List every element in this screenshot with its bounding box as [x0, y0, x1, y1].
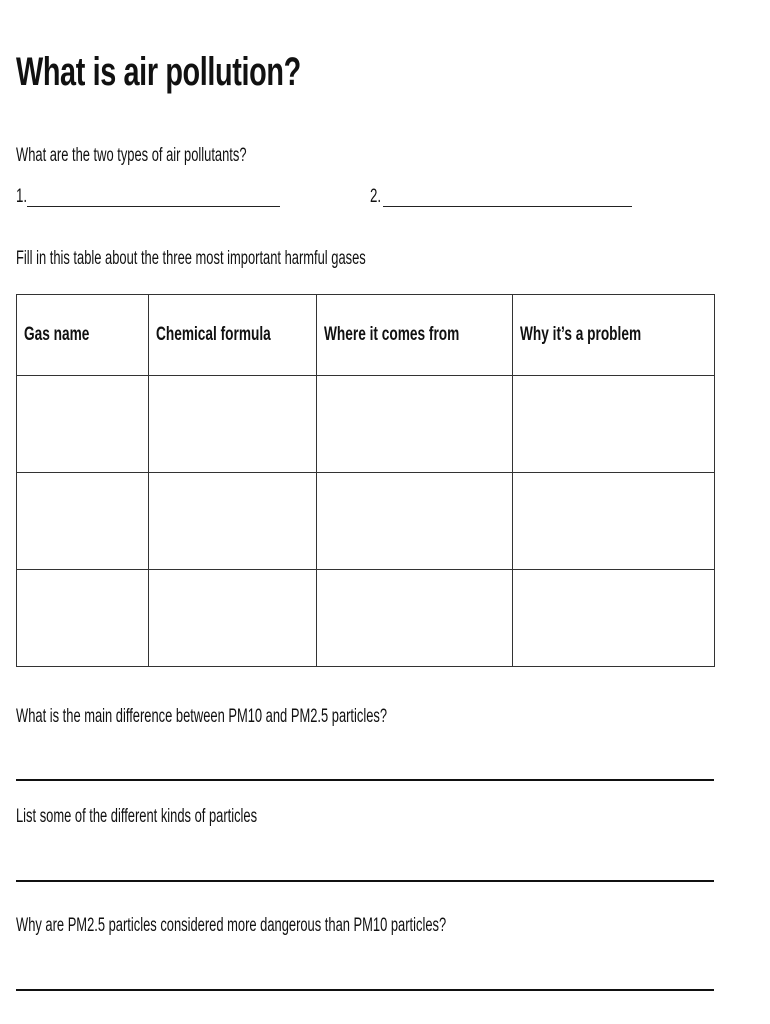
header-chemical-formula-label: Chemical formula: [156, 324, 271, 345]
header-chemical-formula: [149, 295, 316, 376]
table-cell[interactable]: [149, 473, 316, 570]
header-gas-name-label: Gas name: [24, 324, 90, 345]
table-instruction: Fill in this table about the three most important harmful gases: [16, 248, 366, 269]
table-cell[interactable]: [512, 473, 714, 570]
table-cell[interactable]: [316, 473, 512, 570]
header-gas-name: [17, 295, 149, 376]
answer-1-label: 1.: [16, 186, 28, 207]
answer-line-pm-difference[interactable]: [16, 779, 714, 781]
table-cell[interactable]: [17, 473, 149, 570]
question-pm-danger: Why are PM2.5 particles considered more dangerous than PM10 particles?: [16, 915, 447, 936]
answer-line-pm-danger[interactable]: [16, 989, 714, 991]
answer-1-blank[interactable]: [27, 206, 280, 207]
question-particle-kinds: List some of the different kinds of particles: [16, 806, 258, 827]
table-row: [17, 473, 715, 570]
table-row: [17, 570, 715, 667]
page-title: What is air pollution?: [16, 50, 301, 94]
table-cell[interactable]: [17, 570, 149, 667]
header-why-its-a-problem: [512, 295, 714, 376]
table-cell[interactable]: [512, 376, 714, 473]
table-cell[interactable]: [512, 570, 714, 667]
table-header-row: [17, 295, 715, 376]
gases-table: [16, 294, 715, 667]
table-cell[interactable]: [17, 376, 149, 473]
header-where-it-comes-from: [316, 295, 512, 376]
answer-2-label: 2.: [370, 186, 382, 207]
answer-line-particle-kinds[interactable]: [16, 880, 714, 882]
question-pollutant-types: What are the two types of air pollutants?: [16, 145, 247, 166]
table-row: [17, 376, 715, 473]
table-cell[interactable]: [316, 376, 512, 473]
table-cell[interactable]: [316, 570, 512, 667]
question-pm-difference: What is the main difference between PM10 and PM2.5 particles?: [16, 706, 388, 727]
header-where-it-comes-from-label: Where it comes from: [323, 324, 459, 345]
table-cell[interactable]: [149, 376, 316, 473]
table-cell[interactable]: [149, 570, 316, 667]
answer-2-blank[interactable]: [383, 206, 632, 207]
header-why-its-a-problem-label: Why it’s a problem: [519, 324, 641, 345]
